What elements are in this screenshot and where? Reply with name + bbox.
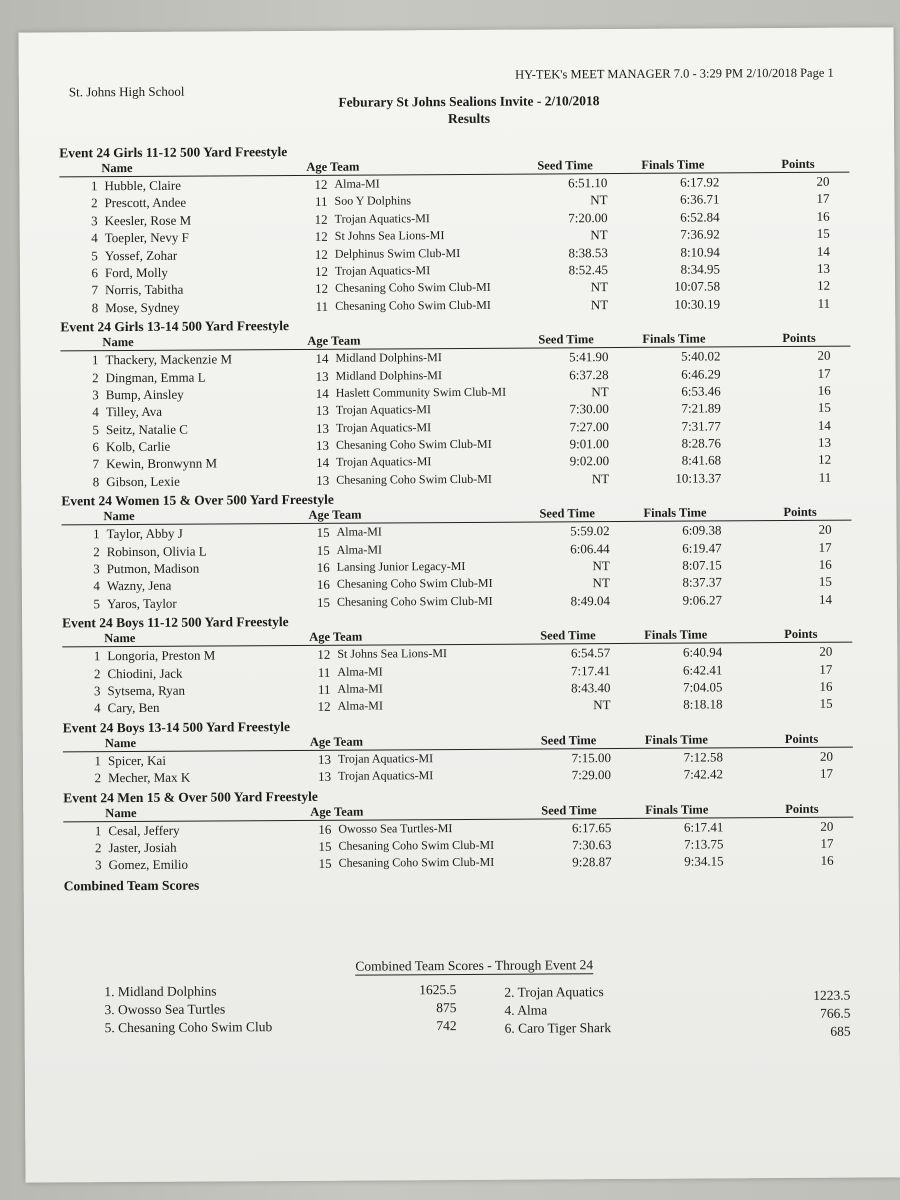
col-finals-time: Finals Time: [644, 627, 708, 643]
result-row: [63, 765, 853, 787]
swimmer-name: Wazny, Jena: [106, 578, 172, 594]
place: 7: [91, 282, 99, 298]
event-title: Event 24 Women 15 & Over 500 Yard Freestyle: [61, 492, 334, 509]
swimmer-name: Yaros, Taylor: [106, 595, 177, 611]
seed-time: 6:37.28: [569, 366, 609, 382]
result-row: [63, 695, 853, 717]
seed-time: 7:20.00: [568, 209, 608, 226]
swimmer-name: Dingman, Emma L: [105, 369, 206, 385]
team-name: Haslett Community Swim Club-MI: [335, 384, 507, 400]
swimmer-name: Tilley, Ava: [105, 404, 163, 420]
event-title: Event 24 Girls 11-12 500 Yard Freestyle: [59, 144, 288, 161]
place: 1: [91, 352, 99, 368]
team-name: Trojan Aquatics-MI: [336, 454, 432, 470]
seed-time: NT: [590, 296, 609, 312]
team-name: Delphinus Swim Club-MI: [334, 245, 461, 261]
age: 13: [316, 472, 330, 488]
team-name: St Johns Sea Lions-MI: [337, 646, 448, 661]
col-finals-time: Finals Time: [641, 157, 705, 172]
team-name: Chesaning Coho Swim Club-MI: [336, 576, 493, 592]
age: 15: [316, 542, 330, 558]
col-age-team: Age Team: [308, 507, 362, 523]
swimmer-name: Chiodini, Jack: [107, 665, 183, 681]
team-name: Alma-MI: [336, 524, 382, 539]
place: 6: [91, 265, 99, 281]
points: 11: [817, 295, 831, 311]
seed-time: 8:43.40: [571, 680, 611, 696]
points: 15: [818, 574, 832, 590]
swimmer-name: Toepler, Nevy F: [104, 229, 189, 246]
place: 2: [94, 770, 102, 786]
seed-time: NT: [591, 383, 609, 400]
points: 20: [816, 173, 830, 189]
col-points: Points: [784, 627, 818, 642]
col-seed-time: Seed Time: [541, 802, 597, 818]
place: 7: [92, 456, 100, 472]
team-name: Soo Y Dolphins: [334, 193, 412, 209]
place: 1: [94, 822, 102, 838]
col-points: Points: [782, 330, 816, 346]
team-name: Chesaning Coho Swim Club-MI: [338, 855, 495, 871]
age: 16: [318, 821, 332, 837]
swimmer-name: Kolb, Carlie: [105, 438, 171, 455]
col-name: Name: [102, 335, 134, 350]
finals-time: 7:13.75: [684, 836, 724, 852]
swimmer-name: Gomez, Emilio: [108, 856, 189, 873]
age: 15: [318, 856, 332, 872]
result-row: [62, 590, 852, 612]
age: 13: [317, 768, 332, 785]
seed-time: NT: [591, 470, 610, 487]
seed-time: NT: [592, 558, 610, 574]
finals-time: 8:18.18: [683, 696, 723, 713]
swimmer-name: Cesal, Jeffery: [108, 822, 180, 838]
finals-time: 8:10.94: [680, 243, 720, 260]
points: 17: [816, 191, 830, 207]
seed-time: 7:15.00: [571, 749, 611, 766]
points: 16: [816, 208, 830, 224]
place: 1: [90, 178, 98, 194]
place: 4: [94, 700, 101, 716]
place: 5: [93, 596, 101, 612]
points: 12: [817, 278, 831, 294]
age: 13: [315, 403, 329, 419]
result-row: [60, 294, 850, 316]
finals-time: 10:30.19: [674, 296, 721, 312]
place: 2: [93, 665, 101, 681]
seed-time: 8:38.53: [568, 244, 608, 260]
seed-time: 9:28.87: [572, 854, 612, 870]
col-points: Points: [781, 156, 815, 172]
team-name: Midland Dolphins-MI: [335, 367, 442, 383]
swimmer-name: Mose, Sydney: [105, 299, 180, 315]
place: 2: [94, 840, 102, 856]
combined-scores-title: Combined Team Scores - Through Event 24: [355, 957, 594, 974]
team-name: 4. Alma: [504, 1002, 548, 1018]
points: 13: [817, 434, 832, 450]
finals-time: 6:17.41: [683, 818, 724, 835]
event-title: Event 24 Boys 13-14 500 Yard Freestyle: [62, 718, 291, 736]
col-finals-time: Finals Time: [643, 505, 707, 521]
points: 20: [818, 521, 832, 538]
swimmer-name: Norris, Tabitha: [105, 282, 184, 298]
place: 4: [91, 230, 98, 246]
points: 13: [816, 260, 830, 276]
event-title: Event 24 Boys 11-12 500 Yard Freestyle: [62, 614, 289, 631]
finals-time: 7:12.58: [683, 749, 723, 765]
finals-time: 6:36.71: [680, 191, 720, 208]
software-header: HY-TEK's MEET MANAGER 7.0 - 3:29 PM 2/10/2018 Page 1: [515, 65, 834, 82]
team-name: Chesaning Coho Swim Club-MI: [335, 436, 492, 452]
points: 16: [820, 853, 834, 869]
team-score: 685: [830, 1023, 851, 1039]
age: 13: [315, 368, 329, 384]
finals-time: 7:31.77: [681, 418, 721, 434]
points: 20: [819, 643, 833, 660]
team-name: Trojan Aquatics-MI: [335, 419, 432, 435]
finals-time: 6:40.94: [682, 644, 723, 660]
points: 15: [817, 400, 831, 416]
team-name: St Johns Sea Lions-MI: [334, 228, 445, 243]
age: 15: [316, 525, 330, 541]
swimmer-name: Jaster, Josiah: [108, 839, 177, 856]
team-name: 2. Trojan Aquatics: [504, 984, 604, 1000]
seed-time: 6:51.10: [568, 175, 608, 191]
team-name: Alma-MI: [337, 698, 383, 714]
finals-time: 5:40.02: [681, 348, 721, 364]
team-name: Trojan Aquatics-MI: [335, 402, 432, 418]
swimmer-name: Ford, Molly: [104, 264, 168, 281]
combined-scores-table: [104, 980, 864, 1039]
seed-time: 5:59.02: [570, 523, 610, 539]
team-name: Alma-MI: [337, 664, 383, 679]
team-score: 742: [436, 1018, 457, 1034]
age: 14: [315, 350, 329, 366]
seed-time: 7:30.00: [569, 401, 609, 417]
seed-time: 5:41.90: [569, 349, 609, 365]
age: 16: [316, 577, 330, 593]
col-points: Points: [784, 731, 819, 746]
swimmer-name: Yossef, Zohar: [104, 247, 178, 263]
seed-time: 7:29.00: [571, 767, 612, 783]
swimmer-name: Sytsema, Ryan: [107, 682, 186, 699]
points: 16: [818, 556, 832, 572]
result-row: [61, 468, 851, 490]
points: 16: [817, 382, 831, 398]
seed-time: 8:52.45: [568, 262, 608, 278]
team-name: 6. Caro Tiger Shark: [504, 1020, 612, 1036]
place: 3: [92, 387, 99, 403]
place: 3: [91, 212, 98, 229]
finals-time: 6:17.92: [680, 174, 720, 190]
points: 20: [817, 347, 831, 363]
team-name: Alma-MI: [334, 176, 380, 191]
place: 4: [93, 578, 100, 594]
points: 17: [819, 765, 834, 781]
combined-scores-label: Combined Team Scores: [63, 877, 200, 894]
swimmer-name: Robinson, Olivia L: [106, 543, 207, 559]
place: 8: [92, 474, 100, 490]
col-age-team: Age Team: [309, 629, 363, 645]
finals-time: 7:42.42: [683, 766, 724, 782]
finals-time: 8:28.76: [681, 435, 722, 451]
points: 12: [818, 452, 832, 468]
place: 1: [93, 526, 100, 542]
team-score: 875: [436, 1000, 457, 1016]
finals-time: 8:41.68: [681, 452, 722, 469]
points: 15: [816, 225, 830, 241]
team-name: Alma-MI: [336, 542, 383, 557]
seed-time: 7:17.41: [570, 662, 611, 678]
age: 11: [317, 681, 331, 697]
swimmer-name: Seitz, Natalie C: [105, 421, 188, 437]
team-name: 1. Midland Dolphins: [104, 983, 217, 1000]
swimmer-name: Thackery, Mackenzie M: [105, 351, 233, 368]
swimmer-name: Cary, Ben: [107, 700, 160, 716]
place: 1: [93, 648, 101, 664]
finals-time: 8:37.37: [682, 574, 722, 591]
team-name: Chesaning Coho Swim Club-MI: [336, 593, 493, 609]
team-name: Chesaning Coho Swim Club-MI: [335, 297, 491, 313]
finals-time: 6:42.41: [682, 661, 723, 678]
age: 12: [317, 646, 331, 663]
col-seed-time: Seed Time: [538, 332, 594, 347]
team-name: Alma-MI: [337, 681, 383, 696]
event-title: Event 24 Girls 13-14 500 Yard Freestyle: [60, 318, 290, 335]
place: 4: [92, 404, 99, 420]
seed-time: 6:17.65: [571, 819, 612, 835]
finals-time: 6:09.38: [682, 522, 722, 538]
team-name: Lansing Junior Legacy-MI: [336, 558, 466, 574]
team-name: Trojan Aquatics-MI: [334, 210, 430, 226]
swimmer-name: Taylor, Abby J: [106, 525, 183, 542]
team-name: Trojan Aquatics-MI: [334, 263, 431, 278]
seed-time: NT: [590, 279, 609, 295]
age: 14: [316, 455, 330, 471]
col-age-team: Age Team: [310, 804, 364, 819]
team-name: Trojan Aquatics-MI: [337, 750, 434, 766]
place: 3: [93, 683, 101, 699]
seed-time: NT: [593, 697, 611, 713]
event-title: Event 24 Men 15 & Over 500 Yard Freestyle: [63, 788, 318, 805]
swimmer-name: Bump, Ainsley: [105, 386, 184, 403]
points: 15: [819, 696, 833, 712]
finals-time: 7:04.05: [683, 679, 723, 695]
col-seed-time: Seed Time: [540, 732, 597, 748]
col-age-team: Age Team: [307, 333, 361, 349]
col-points: Points: [785, 801, 819, 816]
team-name: Trojan Aquatics-MI: [337, 768, 434, 783]
place: 5: [92, 421, 99, 437]
col-seed-time: Seed Time: [539, 506, 595, 521]
col-seed-time: Seed Time: [540, 628, 596, 643]
finals-time: 6:52.84: [680, 209, 720, 225]
col-name: Name: [105, 805, 137, 820]
col-finals-time: Finals Time: [645, 802, 709, 817]
seed-time: 9:01.00: [569, 436, 610, 452]
results-sheet: [18, 27, 900, 1182]
seed-time: 6:54.57: [570, 645, 611, 661]
team-name: Owosso Sea Turtles-MI: [338, 820, 453, 836]
team-score: 766.5: [820, 1005, 851, 1021]
swimmer-name: Spicer, Kai: [107, 752, 166, 768]
age: 13: [315, 437, 330, 453]
points: 17: [820, 835, 834, 851]
points: 14: [816, 243, 830, 259]
seed-time: 7:30.63: [572, 837, 612, 853]
place: 3: [95, 857, 102, 873]
points: 17: [817, 365, 831, 381]
finals-time: 10:13.37: [675, 470, 722, 486]
points: 17: [818, 539, 832, 555]
age: 15: [318, 838, 332, 854]
team-name: Chesaning Coho Swim Club-MI: [338, 837, 495, 853]
points: 14: [818, 591, 833, 607]
age: 13: [317, 751, 331, 767]
seed-time: 6:06.44: [570, 540, 610, 556]
seed-time: NT: [590, 227, 608, 243]
age: 12: [314, 211, 328, 227]
points: 17: [819, 661, 833, 677]
seed-time: NT: [590, 192, 608, 208]
seed-time: 7:27.00: [569, 418, 609, 435]
finals-time: 6:19.47: [682, 540, 722, 556]
team-name: Midland Dolphins-MI: [335, 350, 442, 365]
events-list: [59, 138, 854, 895]
team-score: 1223.5: [813, 987, 851, 1003]
place: 2: [92, 369, 99, 385]
results-subtitle: Results: [447, 110, 491, 127]
place: 3: [93, 561, 100, 577]
place: 2: [93, 543, 100, 559]
place: 8: [91, 299, 99, 315]
col-points: Points: [783, 505, 817, 520]
points: 20: [820, 818, 834, 834]
finals-time: 7:36.92: [680, 226, 720, 242]
finals-time: 9:06.27: [682, 592, 723, 608]
swimmer-name: Keesler, Rose M: [104, 212, 192, 228]
age: 13: [315, 420, 329, 436]
age: 12: [315, 281, 329, 297]
seed-time: 9:02.00: [569, 453, 610, 469]
col-seed-time: Seed Time: [537, 158, 593, 173]
swimmer-name: Longoria, Preston M: [107, 647, 216, 664]
finals-time: 10:07.58: [674, 278, 721, 295]
points: 14: [817, 417, 831, 433]
col-name: Name: [104, 631, 136, 646]
points: 11: [818, 469, 832, 485]
age: 14: [315, 385, 329, 401]
team-name: Chesaning Coho Swim Club-MI: [336, 471, 492, 487]
age: 15: [316, 594, 331, 610]
points: 20: [819, 748, 833, 764]
swimmer-name: Mecher, Max K: [108, 769, 191, 786]
age: 12: [314, 228, 328, 245]
col-name: Name: [101, 160, 133, 176]
col-name: Name: [104, 735, 137, 750]
seed-time: NT: [592, 575, 610, 591]
school-name: St. Johns High School: [68, 83, 185, 100]
finals-time: 7:21.89: [681, 400, 721, 416]
finals-time: 9:34.15: [684, 853, 724, 869]
points: 16: [819, 678, 833, 694]
age: 16: [316, 559, 330, 575]
col-finals-time: Finals Time: [642, 331, 706, 347]
team-name: 5. Chesaning Coho Swim Club: [104, 1019, 273, 1036]
col-age-team: Age Team: [306, 159, 360, 174]
swimmer-name: Gibson, Lexie: [106, 473, 180, 490]
age: 12: [314, 176, 328, 192]
swimmer-name: Prescott, Andee: [104, 195, 187, 211]
place: 2: [90, 195, 98, 211]
finals-time: 6:53.46: [681, 383, 721, 399]
seed-time: 8:49.04: [570, 592, 611, 609]
finals-time: 8:07.15: [682, 557, 722, 573]
col-finals-time: Finals Time: [644, 732, 708, 747]
age: 12: [317, 699, 331, 715]
team-score: 1625.5: [419, 982, 457, 998]
place: 1: [94, 752, 101, 768]
team-name: 3. Owosso Sea Turtles: [104, 1001, 226, 1018]
age: 12: [314, 263, 329, 279]
col-age-team: Age Team: [309, 734, 363, 749]
age: 11: [315, 298, 329, 314]
age: 11: [317, 664, 331, 680]
place: 5: [91, 247, 98, 263]
meet-title: Feburary St Johns Sealions Invite - 2/10/2018: [338, 93, 600, 110]
age: 12: [314, 246, 328, 262]
finals-time: 6:46.29: [681, 365, 721, 382]
swimmer-name: Kewin, Bronwynn M: [106, 455, 218, 472]
swimmer-name: Putmon, Madison: [106, 560, 200, 577]
result-row: [64, 852, 854, 874]
swimmer-name: Hubble, Claire: [104, 177, 182, 194]
col-name: Name: [103, 509, 135, 524]
finals-time: 8:34.95: [680, 261, 720, 277]
team-score-row: [105, 1016, 865, 1039]
team-name: Chesaning Coho Swim Club-MI: [335, 280, 491, 296]
place: 6: [92, 439, 100, 455]
age: 11: [314, 194, 328, 210]
